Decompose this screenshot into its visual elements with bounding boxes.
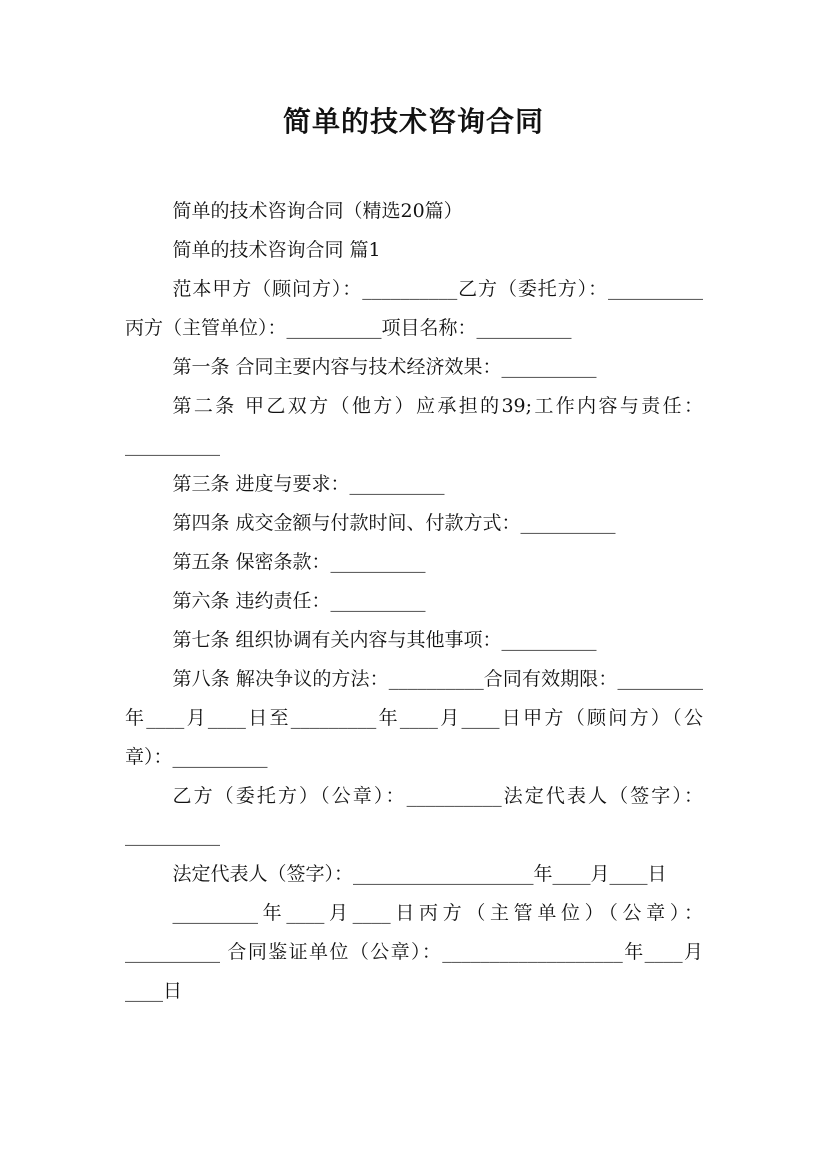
paragraph-article-7: 第七条 组织协调有关内容与其他事项：__________	[172, 629, 597, 651]
paragraph-article-3: 第三条 进度与要求：__________	[172, 473, 445, 495]
paragraph-article-2: 第二条 甲乙双方（他方）应承担的39;工作内容与责任：__________	[125, 395, 703, 456]
paragraph-article-6: 第六条 违约责任：__________	[172, 590, 426, 612]
document-title: 简单的技术咨询合同	[282, 105, 544, 138]
paragraph-legal-rep: 法定代表人（签字）：___________________年____月____日	[172, 863, 667, 885]
paragraph-article-8: 第八条 解决争议的方法：__________合同有效期限：_________年____月____日至_________年____月____日甲方（顾问方）（公章）：__________	[125, 668, 703, 768]
document-body	[125, 192, 703, 1011]
paragraph-party-b-seal: 乙方（委托方）（公章）：__________法定代表人（签字）：__________	[125, 785, 703, 846]
paragraph-article-1: 第一条 合同主要内容与技术经济效果：__________	[172, 356, 597, 378]
paragraph-article-5: 第五条 保密条款：__________	[172, 551, 426, 573]
paragraph-article-4: 第四条 成交金额与付款时间、付款方式：__________	[172, 512, 616, 534]
paragraph-parties: 范本甲方（顾问方）：__________乙方（委托方）：__________丙方（主管单位）：__________项目名称：__________	[125, 278, 703, 339]
paragraph-subtitle: 简单的技术咨询合同（精选20篇）	[172, 200, 463, 222]
paragraph-section-heading: 简单的技术咨询合同 篇1	[172, 239, 381, 261]
paragraph-party-c-seal: _________年____月____日丙方（主管单位）（公章）：__________ 合同鉴证单位（公章）：___________________年____月____日	[125, 902, 703, 1002]
